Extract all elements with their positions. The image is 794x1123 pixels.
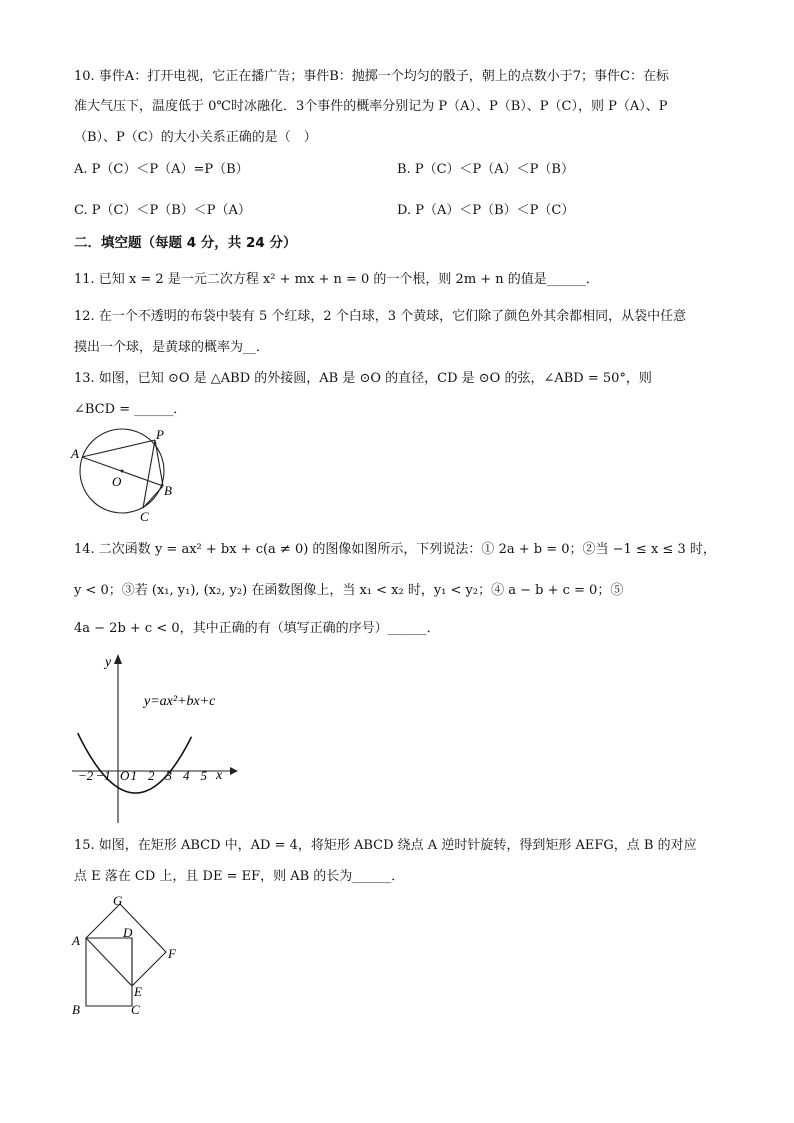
q13-line1: 13. 如图，已知 ⊙O 是 △ABD 的外接圆，AB 是 ⊙O 的直径，CD 是 ⊙O 的弦，∠ABD = 50°，则: [74, 371, 652, 386]
label-d: D: [123, 925, 133, 940]
rectangle-aefg: [86, 904, 166, 986]
q14-line1: 14. 二次函数 y = ax² + bx + c(a ≠ 0) 的图像如图所示，下列说法：① 2a + b = 0；②当 −1 ≤ x ≤ 3 时，: [74, 542, 716, 557]
q10-option-c: C. P（C）＜P（B）＜P（A）: [74, 203, 251, 218]
center-point: [121, 470, 124, 473]
tick-label: −2: [78, 768, 94, 783]
tick-label: 2: [148, 768, 155, 783]
tick-label: 5: [200, 768, 207, 783]
q12-line2: 摸出一个球，是黄球的概率为__．: [74, 340, 270, 355]
label-f: F: [168, 946, 176, 961]
label-a: A: [72, 933, 80, 948]
tick-label: −1: [95, 768, 111, 783]
y-axis-arrow-icon: [114, 654, 122, 664]
q10-option-b: B. P（C）＜P（A）＜P（B）: [397, 162, 574, 177]
q14-parabola-graph: [68, 648, 243, 828]
segment-pc: [143, 440, 155, 508]
y-axis-label: y: [105, 655, 112, 670]
x-axis-arrow-icon: [230, 767, 238, 775]
segment-pb: [155, 440, 163, 486]
q13-line2: ∠BCD = ______．: [74, 402, 187, 417]
segment-ap: [82, 440, 155, 457]
q14-line2: y < 0；③若 (x₁, y₁), (x₂, y₂) 在函数图像上，当 x₁ < x₂ 时，y₁ < y₂；④ a − b + c = 0；⑤: [74, 583, 624, 598]
q11-text: 11. 已知 x = 2 是一元二次方程 x² + mx + n = 0 的一个根，则 2m + n 的值是______．: [74, 272, 599, 287]
label-e: E: [134, 984, 142, 999]
label-a: A: [71, 446, 79, 461]
q10-option-d: D. P（A）＜P（B）＜P（C）: [397, 203, 575, 218]
q10-line3: （B）、P（C）的大小关系正确的是（ ）: [74, 130, 317, 145]
q15-line2: 点 E 落在 CD 上，且 DE = EF，则 AB 的长为______．: [74, 869, 405, 884]
origin-label: O: [120, 768, 130, 783]
label-c: C: [131, 1002, 140, 1017]
tick-label: 1: [130, 768, 137, 783]
label-o: O: [112, 474, 122, 489]
q14-line3: 4a − 2b + c < 0，其中正确的有（填写正确的序号）______．: [74, 621, 440, 636]
label-b: B: [164, 483, 172, 498]
label-b: B: [72, 1002, 80, 1017]
label-c: C: [140, 509, 149, 524]
q13-circle-figure: [68, 425, 178, 525]
tick-labels: [78, 768, 208, 783]
section-fill-in-heading: 二．填空题（每题 4 分，共 24 分）: [74, 235, 297, 251]
q10-line1: 10. 事件A：打开电视，它正在播广告；事件B：抛掷一个均匀的骰子，朝上的点数小于7；事件C：在标: [74, 69, 669, 84]
q15-rectangle-figure: [68, 890, 193, 1025]
tick-label: 4: [183, 768, 190, 783]
x-axis-label: x: [216, 768, 223, 783]
q15-line1: 15. 如图，在矩形 ABCD 中，AD = 4，将矩形 ABCD 绕点 A 逆时针旋转，得到矩形 AEFG，点 B 的对应: [74, 838, 697, 853]
tick-label: 3: [165, 768, 172, 783]
q10-option-a: A. P（C）＜P（A）=P（B）: [74, 162, 249, 177]
q10-line2: 准大气压下，温度低于 0℃时冰融化．3个事件的概率分别记为 P（A）、P（B）、P（C），则 P（A）、P: [74, 99, 668, 114]
q12-line1: 12. 在一个不透明的布袋中装有 5 个红球，2 个白球，3 个黄球，它们除了颜色外其余都相同，从袋中任意: [74, 309, 687, 324]
rectangle-abcd: [86, 938, 132, 1006]
label-p: P: [156, 427, 164, 442]
parabola-curve: [78, 733, 192, 793]
label-g: G: [113, 893, 123, 908]
curve-equation-label: y=ax²+bx+c: [144, 694, 216, 709]
